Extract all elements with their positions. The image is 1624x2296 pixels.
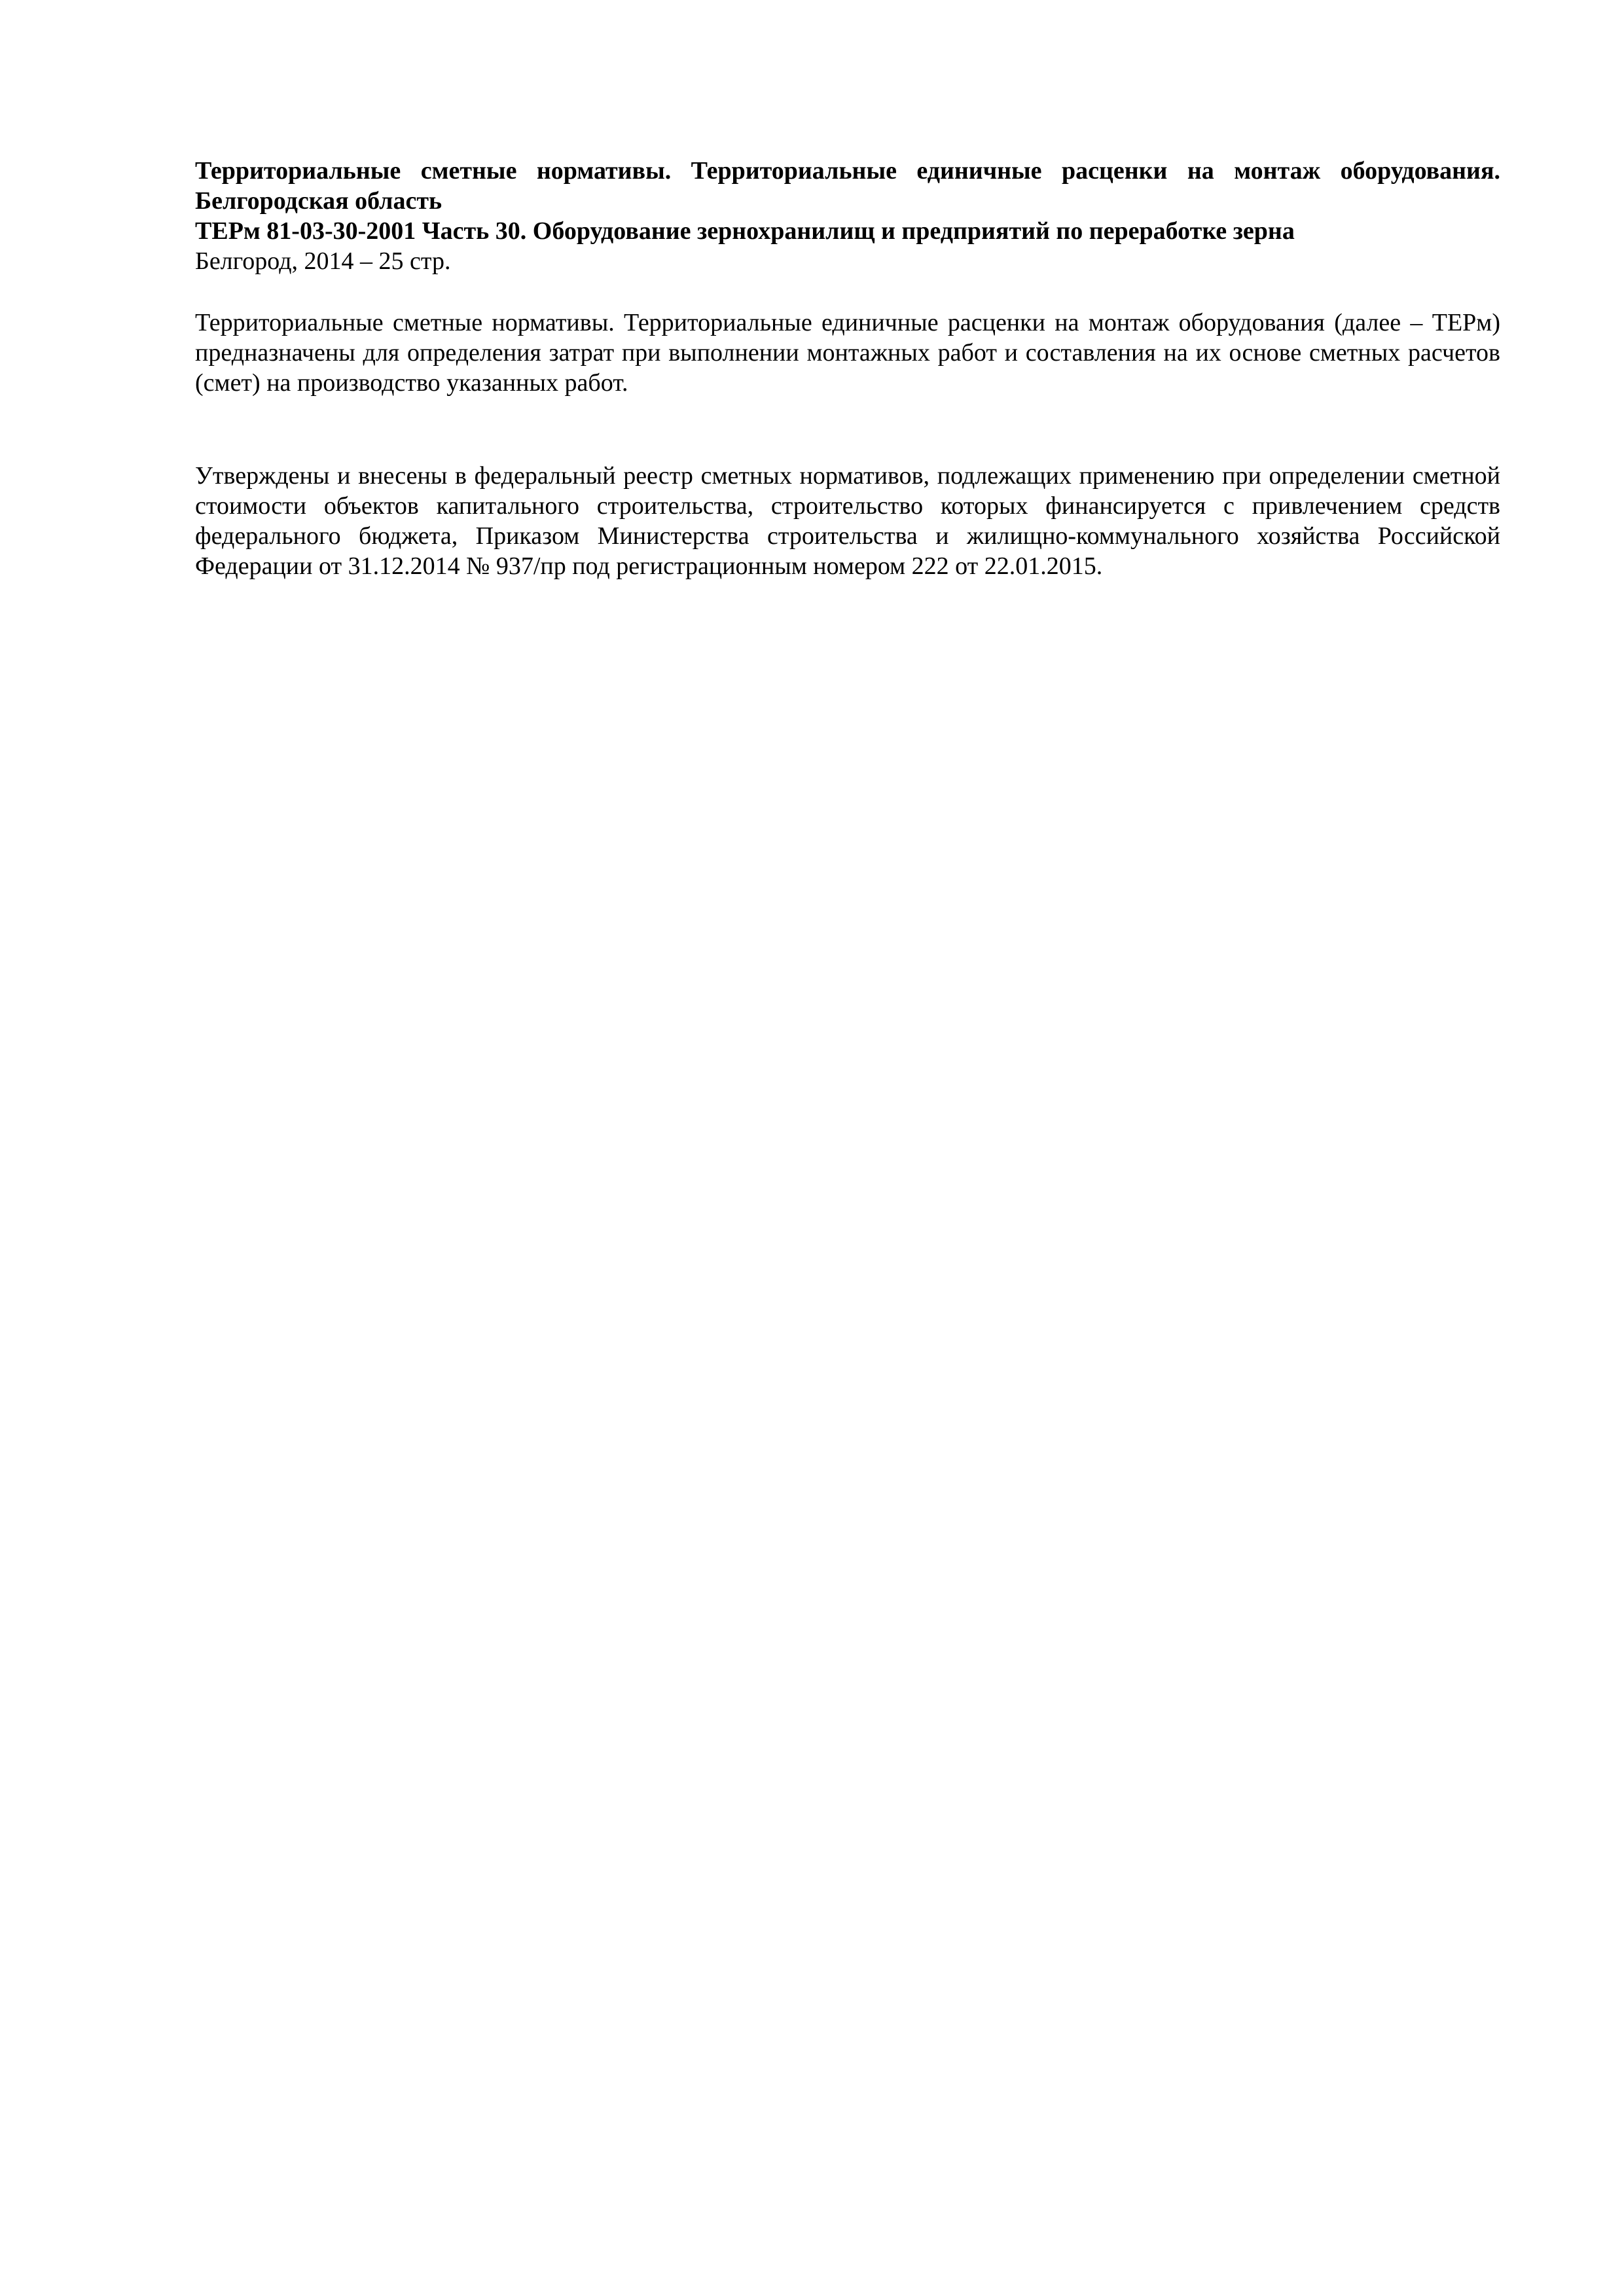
document-subtitle: ТЕРм 81-03-30-2001 Часть 30. Оборудование зернохранилищ и предприятий по переработке зерна — [195, 217, 1295, 245]
approval-paragraph: Утверждены и внесены в федеральный реестр сметных нормативов, подлежащих применению при определении сметной стоимости объектов капитального строительства, строительство которых финансируется с привлечением средств федерального бюджета, Приказом Министерства строительства и жилищно-коммунального хозяйства Российской Федерации от 31.12.2014 № 937/пр под регистрационным номером 222 от 22.01.2015. — [195, 462, 1500, 580]
document-page — [195, 156, 1500, 581]
document-imprint: Белгород, 2014 – 25 стр. — [195, 247, 451, 275]
document-title: Территориальные сметные нормативы. Территориальные единичные расценки на монтаж оборудования. Белгородская область — [195, 157, 1500, 215]
spacer — [195, 276, 1500, 308]
spacer — [195, 398, 1500, 461]
description-paragraph: Территориальные сметные нормативы. Территориальные единичные расценки на монтаж оборудования (далее – ТЕРм) предназначены для определения затрат при выполнении монтажных работ и составления на их основе сметных расчетов (смет) на производство указанных работ. — [195, 309, 1500, 397]
